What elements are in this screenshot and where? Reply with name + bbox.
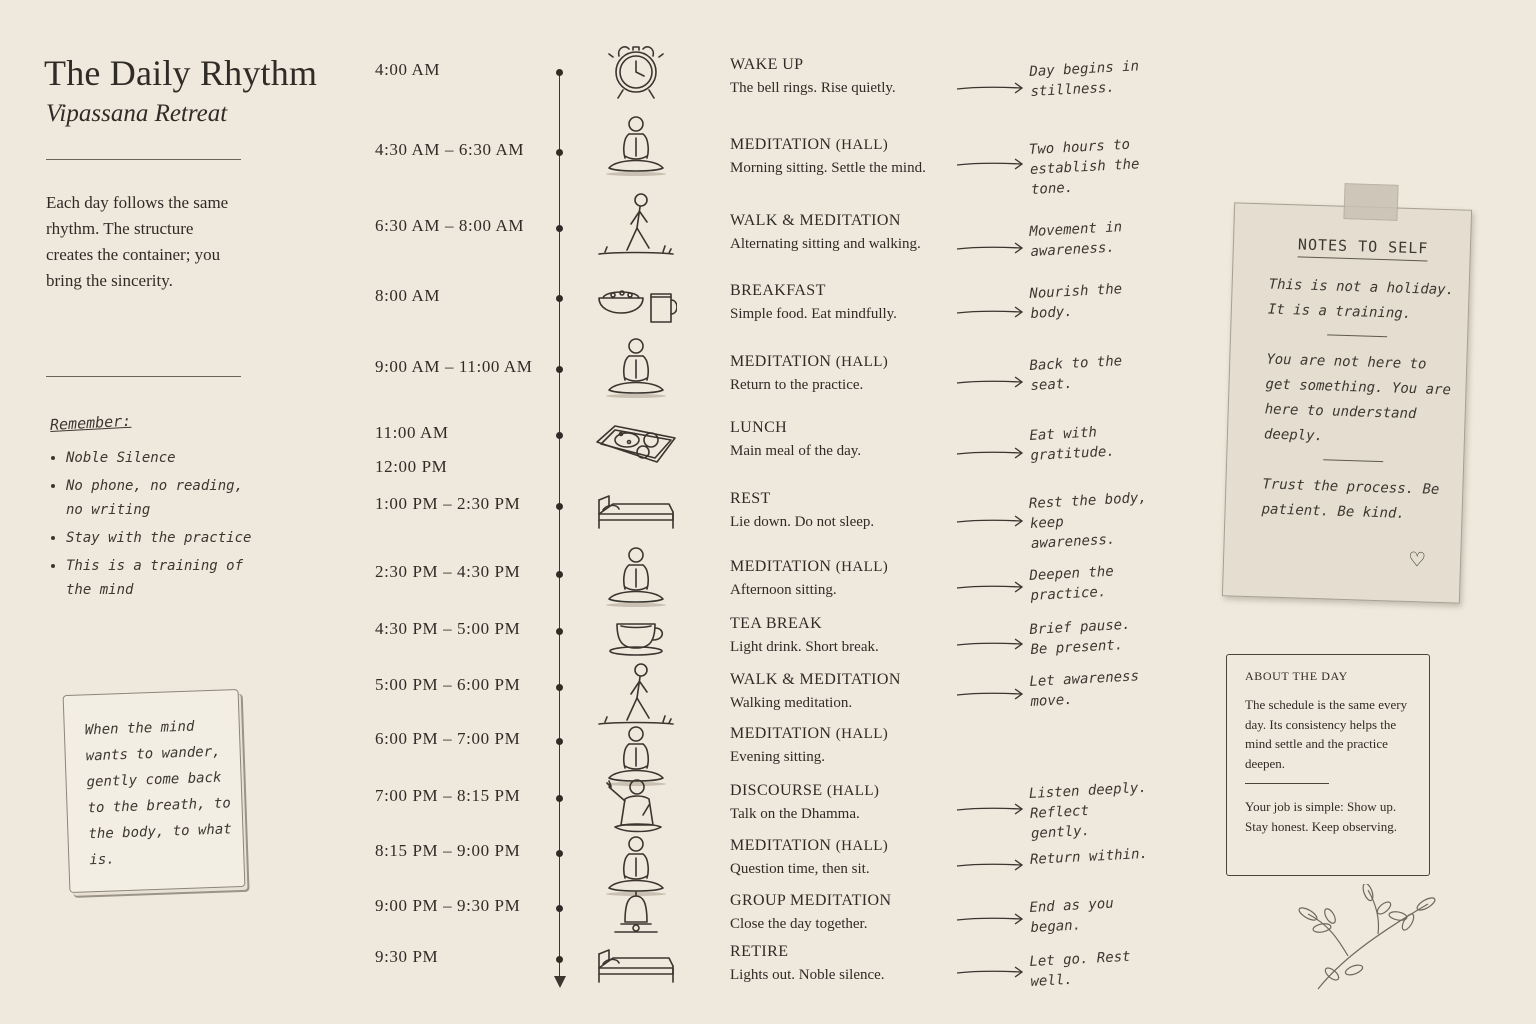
- bed-icon: [595, 490, 677, 534]
- activity-title: [730, 558, 888, 576]
- time-text: 9:00 PM – 9:30 PM: [375, 896, 521, 915]
- arrow-right-icon: [955, 240, 1027, 256]
- divider: [1323, 459, 1383, 462]
- time-label: [375, 286, 440, 306]
- time-text: 4:30 AM – 6:30 AM: [375, 140, 525, 159]
- activity-title: [730, 353, 888, 371]
- time-text: 4:00 AM: [375, 60, 441, 79]
- activity-description: Simple food. Eat mindfully.: [730, 306, 897, 322]
- time-text: 8:15 PM – 9:00 PM: [375, 841, 521, 860]
- time-text: 12:00 PM: [375, 457, 448, 476]
- activity-description: Light drink. Short break.: [730, 639, 879, 655]
- arrow-right-icon: [955, 964, 1027, 980]
- arrow-right-icon: [955, 445, 1027, 461]
- arrow-right-icon: [955, 513, 1027, 529]
- remember-list: [49, 411, 260, 606]
- page-title: The Daily Rhythm: [44, 53, 318, 93]
- handwritten-note: Rest the body, keep awareness.: [1028, 489, 1148, 552]
- timeline-dot: [556, 366, 563, 373]
- handwritten-note: Back to the seat.: [1029, 353, 1123, 394]
- remember-item: • This is a training of the mind: [66, 554, 260, 602]
- alarm-clock-icon: [595, 34, 677, 104]
- arrow-right-icon: [955, 911, 1027, 927]
- time-label: [375, 841, 520, 861]
- time-label: [375, 947, 438, 967]
- activity-description: The bell rings. Rise quietly.: [730, 80, 896, 96]
- timeline-dot: [556, 850, 563, 857]
- activity-title: [730, 615, 822, 633]
- meditator-icon: [595, 112, 677, 192]
- time-label: [375, 140, 524, 160]
- timeline-dot: [556, 684, 563, 691]
- about-paragraph: Your job is simple: Show up. Stay honest. Keep observing.: [1245, 799, 1398, 834]
- handwritten-note: Two hours to establish the tone.: [1028, 136, 1140, 198]
- time-label: [375, 896, 520, 916]
- about-the-day-box: [1226, 654, 1430, 876]
- arrow-right-icon: [955, 801, 1027, 817]
- about-paragraph: The schedule is the same every day. Its consistency helps the mind settle and the practice deepen.: [1245, 697, 1408, 771]
- activity-description: Return to the practice.: [730, 377, 864, 393]
- time-text: 7:00 PM – 8:15 PM: [375, 786, 521, 805]
- handwritten-note: Return within.: [1029, 845, 1149, 868]
- arrow-right-icon: [955, 857, 1027, 873]
- activity-description: Main meal of the day.: [730, 443, 862, 459]
- time-label: [375, 619, 520, 639]
- handwritten-note: Let awareness move.: [1029, 668, 1140, 710]
- arrow-right-icon: [955, 636, 1027, 652]
- handwritten-note: Nourish the body.: [1029, 281, 1123, 322]
- activity-name: REST: [730, 490, 771, 507]
- timeline-dot: [556, 905, 563, 912]
- timeline-arrowhead: [554, 976, 566, 988]
- meditator-icon: [595, 722, 677, 774]
- notes-line: Trust the process. Be patient. Be kind.: [1261, 476, 1440, 522]
- time-text: 9:30 PM: [375, 947, 439, 966]
- notes-title: NOTES TO SELF: [1298, 235, 1429, 261]
- remember-item: • Noble Silence: [66, 446, 260, 470]
- about-heading: ABOUT THE DAY: [1245, 669, 1348, 683]
- handwritten-note: Listen deeply. Reflect gently.: [1028, 779, 1148, 842]
- activity-title: [730, 725, 888, 743]
- heart-icon: ♡: [1407, 549, 1427, 572]
- activity-name: MEDITATION: [730, 136, 832, 153]
- activity-title: [730, 282, 826, 300]
- leaf-sprig-icon: [1258, 884, 1438, 994]
- time-label: [375, 786, 520, 806]
- activity-location: (HALL): [835, 838, 889, 854]
- arrow-right-icon: [955, 156, 1027, 172]
- remember-item: • Stay with the practice: [66, 526, 260, 550]
- activity-name: GROUP MEDITATION: [730, 892, 892, 909]
- timeline-dot: [556, 503, 563, 510]
- activity-name: MEDITATION: [730, 353, 832, 370]
- handwritten-note: Eat with gratitude.: [1029, 424, 1116, 464]
- activity-name: MEDITATION: [730, 558, 832, 575]
- handwritten-note: End as you began.: [1029, 895, 1115, 936]
- activity-title: [730, 837, 888, 855]
- time-label: [375, 60, 440, 80]
- timeline-dot: [556, 295, 563, 302]
- time-label: [375, 357, 533, 377]
- time-text: 4:30 PM – 5:00 PM: [375, 619, 521, 638]
- arrow-right-icon: [955, 80, 1027, 96]
- timeline-dot: [556, 795, 563, 802]
- arrow-right-icon: [955, 686, 1027, 702]
- page-subtitle: Vipassana Retreat: [46, 100, 228, 127]
- time-text: 5:00 PM – 6:00 PM: [375, 675, 521, 694]
- activity-title: [730, 782, 879, 800]
- time-label: [375, 562, 520, 582]
- timeline-dot: [556, 571, 563, 578]
- time-label: [375, 423, 449, 477]
- tape-strip: [1343, 183, 1398, 221]
- handwritten-note: Movement in awareness.: [1029, 219, 1123, 260]
- activity-location: (HALL): [826, 783, 880, 799]
- activity-name: BREAKFAST: [730, 282, 826, 299]
- activity-description: Alternating sitting and walking.: [730, 236, 921, 252]
- wander-note-text: When the mind wants to wander, gently come back to the breath, to the body, to what is.: [84, 718, 232, 869]
- time-label: [375, 216, 524, 236]
- time-text: 2:30 PM – 4:30 PM: [375, 562, 521, 581]
- activity-description: Evening sitting.: [730, 749, 825, 765]
- bell-icon: [595, 890, 677, 938]
- activity-name: RETIRE: [730, 943, 789, 960]
- arrow-right-icon: [955, 374, 1027, 390]
- handwritten-note: Day begins in stillness.: [1029, 58, 1140, 100]
- activity-name: MEDITATION: [730, 725, 832, 742]
- activity-location: (HALL): [835, 559, 889, 575]
- time-text: 9:00 AM – 11:00 AM: [375, 357, 533, 376]
- notes-line: You are not here to get something. You are here to understand deeply.: [1263, 351, 1452, 445]
- activity-title: [730, 671, 901, 689]
- handwritten-note: Deepen the practice.: [1029, 563, 1115, 604]
- activity-location: (HALL): [835, 354, 889, 370]
- activity-title: [730, 56, 803, 74]
- timeline-dot: [556, 225, 563, 232]
- notes-line: This is not a holiday. It is a training.: [1267, 276, 1455, 322]
- activity-title: [730, 136, 888, 154]
- activity-description: Close the day together.: [730, 916, 868, 932]
- time-label: [375, 675, 520, 695]
- timeline-dot: [556, 628, 563, 635]
- divider: [46, 159, 241, 160]
- activity-title: [730, 943, 788, 961]
- activity-description: Morning sitting. Settle the mind.: [730, 160, 926, 176]
- walking-person-icon: [595, 192, 677, 268]
- divider: [1327, 334, 1387, 337]
- time-text: 8:00 AM: [375, 286, 441, 305]
- time-text: 11:00 AM: [375, 423, 449, 442]
- time-text: 6:00 PM – 7:00 PM: [375, 729, 521, 748]
- activity-location: (HALL): [835, 726, 889, 742]
- activity-name: LUNCH: [730, 419, 788, 436]
- meditator-icon: [595, 832, 677, 888]
- bowl-and-mug-icon: [595, 284, 677, 330]
- divider: [46, 376, 241, 377]
- meditator-icon: [595, 543, 677, 607]
- time-text: 6:30 AM – 8:00 AM: [375, 216, 525, 235]
- activity-description: Lights out. Noble silence.: [730, 967, 885, 983]
- timeline-dot: [556, 149, 563, 156]
- walking-person-icon: [595, 662, 677, 716]
- activity-title: [730, 892, 891, 910]
- divider: [1245, 783, 1329, 784]
- time-label: [375, 494, 520, 514]
- activity-title: [730, 212, 901, 230]
- arrow-right-icon: [955, 579, 1027, 595]
- activity-name: WALK & MEDITATION: [730, 671, 901, 688]
- time-text: 1:00 PM – 2:30 PM: [375, 494, 521, 513]
- time-label: [375, 729, 520, 749]
- activity-description: Lie down. Do not sleep.: [730, 514, 875, 530]
- meal-tray-icon: [595, 420, 677, 470]
- timeline-dot: [556, 738, 563, 745]
- teacher-icon: [595, 775, 677, 831]
- bed-icon: [595, 944, 677, 982]
- timeline-dot: [556, 69, 563, 76]
- activity-name: WAKE UP: [730, 56, 804, 73]
- remember-item: • No phone, no reading, no writing: [66, 474, 260, 522]
- activity-title: [730, 490, 771, 508]
- meditator-icon: [595, 334, 677, 406]
- teacup-icon: [595, 618, 677, 656]
- intro-text: Each day follows the same rhythm. The structure creates the container; you bring the sincerity.: [46, 193, 229, 290]
- arrow-right-icon: [955, 304, 1027, 320]
- activity-name: WALK & MEDITATION: [730, 212, 901, 229]
- timeline-dot: [556, 432, 563, 439]
- activity-description: Question time, then sit.: [730, 861, 870, 877]
- timeline-dot: [556, 956, 563, 963]
- wander-note-card: [63, 689, 246, 893]
- activity-description: Talk on the Dhamma.: [730, 806, 860, 822]
- timeline-line: [559, 70, 560, 978]
- activity-description: Walking meditation.: [730, 695, 853, 711]
- handwritten-note: Brief pause. Be present.: [1029, 616, 1131, 658]
- activity-location: (HALL): [835, 137, 889, 153]
- activity-description: Afternoon sitting.: [730, 582, 837, 598]
- activity-name: MEDITATION: [730, 837, 832, 854]
- notes-to-self-card: [1222, 202, 1472, 603]
- activity-name: DISCOURSE: [730, 782, 823, 799]
- activity-name: TEA BREAK: [730, 615, 823, 632]
- handwritten-note: Let go. Rest well.: [1029, 948, 1131, 990]
- remember-heading: Remember:: [49, 411, 132, 434]
- activity-title: [730, 419, 787, 437]
